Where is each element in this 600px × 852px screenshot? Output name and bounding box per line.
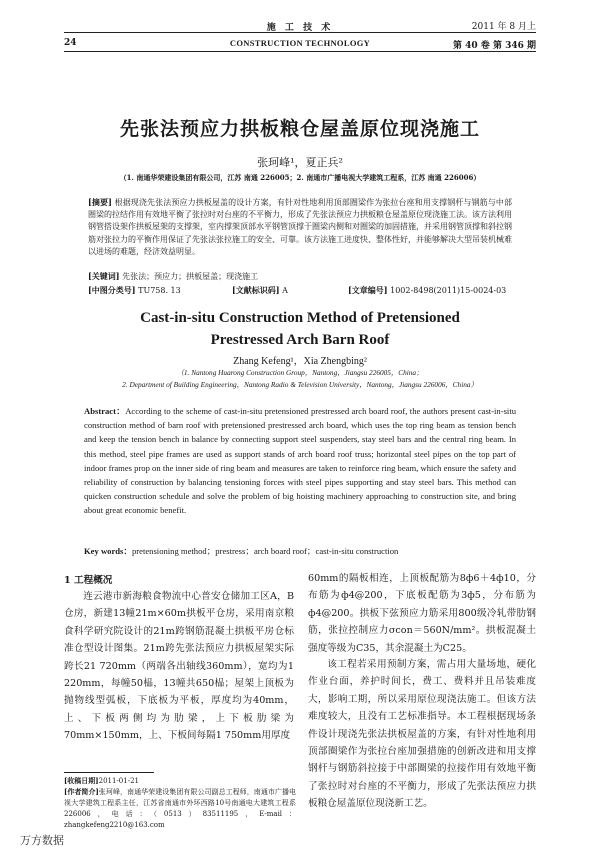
abstract-en-text: According to the scheme of cast-in-situ pretensioned prestressed arch board roof, the authors present cast-in-situ construction method of barn roof with pretensioned prestressed arch board, which uses the top ring beam as tension bench and keep the tension bench in balance by connecting support steel suspenders, stay steel bars and the central ring beam. In this method, steel pipe frames are used as support stands of arch board roof truss; horizontal steel pipes on the top part of indoor frames prop on the inner side of ring beam and measures are taken to reinforce ring beam, which ensure the safety and reliability of construction by balancing tensioning forces with steel pipes supporting and stay steel bars. This method can quicken construction schedule and solve the problem of big hoisting machinery approaching to construction site, and bring about great economic benefit. xyxy=(84,406,517,516)
section1-right-paragraph-1: 60mm的隔板相连，上顶板配筋为8ф6＋4ф10，分布筋为ф4@200，下底板配筋为3ф5，分布筋为ф4@200。拱板下弦预应力筋采用800级冷轧带肋钢筋，张拉控制应力σcon＝560N/mm²。拱板混凝土强度等级为C35，其余混凝土为C25。 xyxy=(308,573,536,654)
author-bio-text: 张珂峰，南通华荣建设集团有限公司副总工程师，南通市广播电视大学建筑工程系主任，江苏省南通市外环西路10号南通电大建筑工程系 226006，电话：（0513）83511195，E-mail：zhangkefeng2210@163.com xyxy=(64,788,297,829)
abstract-en xyxy=(84,404,516,518)
doc-code-value: A xyxy=(282,286,288,295)
keywords-cn-label: [关键词] xyxy=(88,271,120,281)
journal-title-cn: 施 工 技 术 xyxy=(266,23,334,33)
clc-label: [中图分类号] xyxy=(88,285,136,295)
article-number-label: [文章编号] xyxy=(348,285,388,295)
keywords-cn-text: 先张法；预应力；拱板屋盖；现浇施工 xyxy=(122,272,259,281)
abstract-cn-label: [摘要] xyxy=(88,197,112,207)
authors-cn: 张珂峰¹，夏正兵² xyxy=(257,156,343,169)
watermark-text: 万方数据 xyxy=(20,834,64,847)
keywords-en-text: pretensioning method；prestress；arch board roof；cast-in-situ construction xyxy=(131,546,399,556)
affiliation-en-1: （1. Nantong Huarong Construction Group，Nantong，Jiangsu 226005，China； xyxy=(176,368,424,377)
clc-number xyxy=(88,284,228,297)
affiliation-cn: （1. 南通华荣建设集团有限公司，江苏 南通 226005；2. 南通市广播电视大学建筑工程系，江苏 南通 226006） xyxy=(119,173,481,182)
received-label: [收稿日期] xyxy=(64,776,99,785)
header-rule-thin xyxy=(64,32,536,33)
abstract-en-label: Abstract： xyxy=(84,406,126,416)
header-rule-thick xyxy=(64,51,536,52)
title-cn: 先张法预应力拱板粮仓屋盖原位现浇施工 xyxy=(119,118,480,140)
keywords-en-label: Key words： xyxy=(84,546,132,556)
authors-en: Zhang Kefeng¹，Xia Zhengbing² xyxy=(233,356,367,367)
volume-issue: 第 40 卷 第 346 期 xyxy=(453,41,536,51)
keywords-cn xyxy=(88,270,512,283)
author-bio-label: [作者简介] xyxy=(64,787,99,796)
page-number: 24 xyxy=(64,38,77,48)
keywords-en xyxy=(84,544,516,558)
section1-left-paragraph: 连云港市新海粮食物流中心普安仓储加工区A，B仓房，新建13幢21m×60m拱板平仓房，采用南京粮食科学研究院设计的21m跨钢筋混凝土拱板平房仓标准仓型设计图集。21m跨先张法预应力拱板屋架实际跨长21 720mm（两端各出轴线360mm），宽均为1 220mm，每幢50榀，13幢共650榀；屋架上顶板为抛物线型弧板，下底板为平板，厚度均为40mm，上、下板两侧均为肋梁，上下板肋梁为70mm×150mm，上、下板间每隔1 750mm用厚度 xyxy=(64,591,294,742)
footnote-rule xyxy=(64,772,154,773)
doc-code-label: [文献标识码] xyxy=(232,285,280,295)
clc-value: TU758. 13 xyxy=(138,286,181,295)
section1-heading: 1 工程概况 xyxy=(64,575,113,586)
issue-date: 2011 年 8 月上 xyxy=(471,22,536,32)
footnote-author xyxy=(64,786,296,831)
title-en-line1: Cast-in-situ Construction Method of Pretensioned xyxy=(140,310,460,326)
abstract-cn xyxy=(88,196,512,258)
document-code xyxy=(232,284,342,297)
journal-title-en: CONSTRUCTION TECHNOLOGY xyxy=(229,38,371,48)
title-en-line2: Prestressed Arch Barn Roof xyxy=(210,332,390,348)
section1-right-paragraph-2: 该工程若采用预制方案，需占用大量场地，硬化作业台面，养护时间长，费工、费料并且吊装难度大，影响工期，所以采用原位现浇法施工。但该方法难度较大，且没有工艺标准指导。本工程根据现场条件设计现浇先张法拱板屋盖的方案，有针对性地利用顶部圈梁作为张拉台座加强措施的创新改进和用支撑钢杆与钢筋斜拉接于中部圈梁的拉接作用有效地平衡了张拉时对台座的不平衡力，形成了先张法预应力拱板粮仓屋盖原位现浇新工艺。 xyxy=(308,659,536,810)
abstract-cn-text: 根据现浇先张法预应力拱板屋盖的设计方案，有针对性地利用顶部圈梁作为张拉台座和用支撑钢杆与钢筋与中部圈梁的拉结作用有效地平衡了张拉时对台座的不平衡力，形成了先张法预应力拱板粮仓屋盖原位现浇施工法。该方法利用钢管搭设架作拱板屋架的支撑架，室内撑架顶部水平钢管顶撑于圈梁内侧和对圈梁的加固措施，并采用钢管顶撑和斜拉钢筋对张拉力的平衡作用保证了先张法张拉施工的安全、可靠。该方法施工进度快、整体性好，并能够解决大型吊装机械难以进场的难题，经济效益明显。 xyxy=(88,198,512,256)
affiliation-en-2: 2. Department of Building Engineering，Nantong Radio & Television University，Nantong，Jiangsu 226006，China） xyxy=(122,380,478,389)
article-number xyxy=(348,284,512,297)
article-number-value: 1002-8498(2011)15-0024-03 xyxy=(390,286,507,295)
received-date: 2011-01-21 xyxy=(98,777,139,785)
